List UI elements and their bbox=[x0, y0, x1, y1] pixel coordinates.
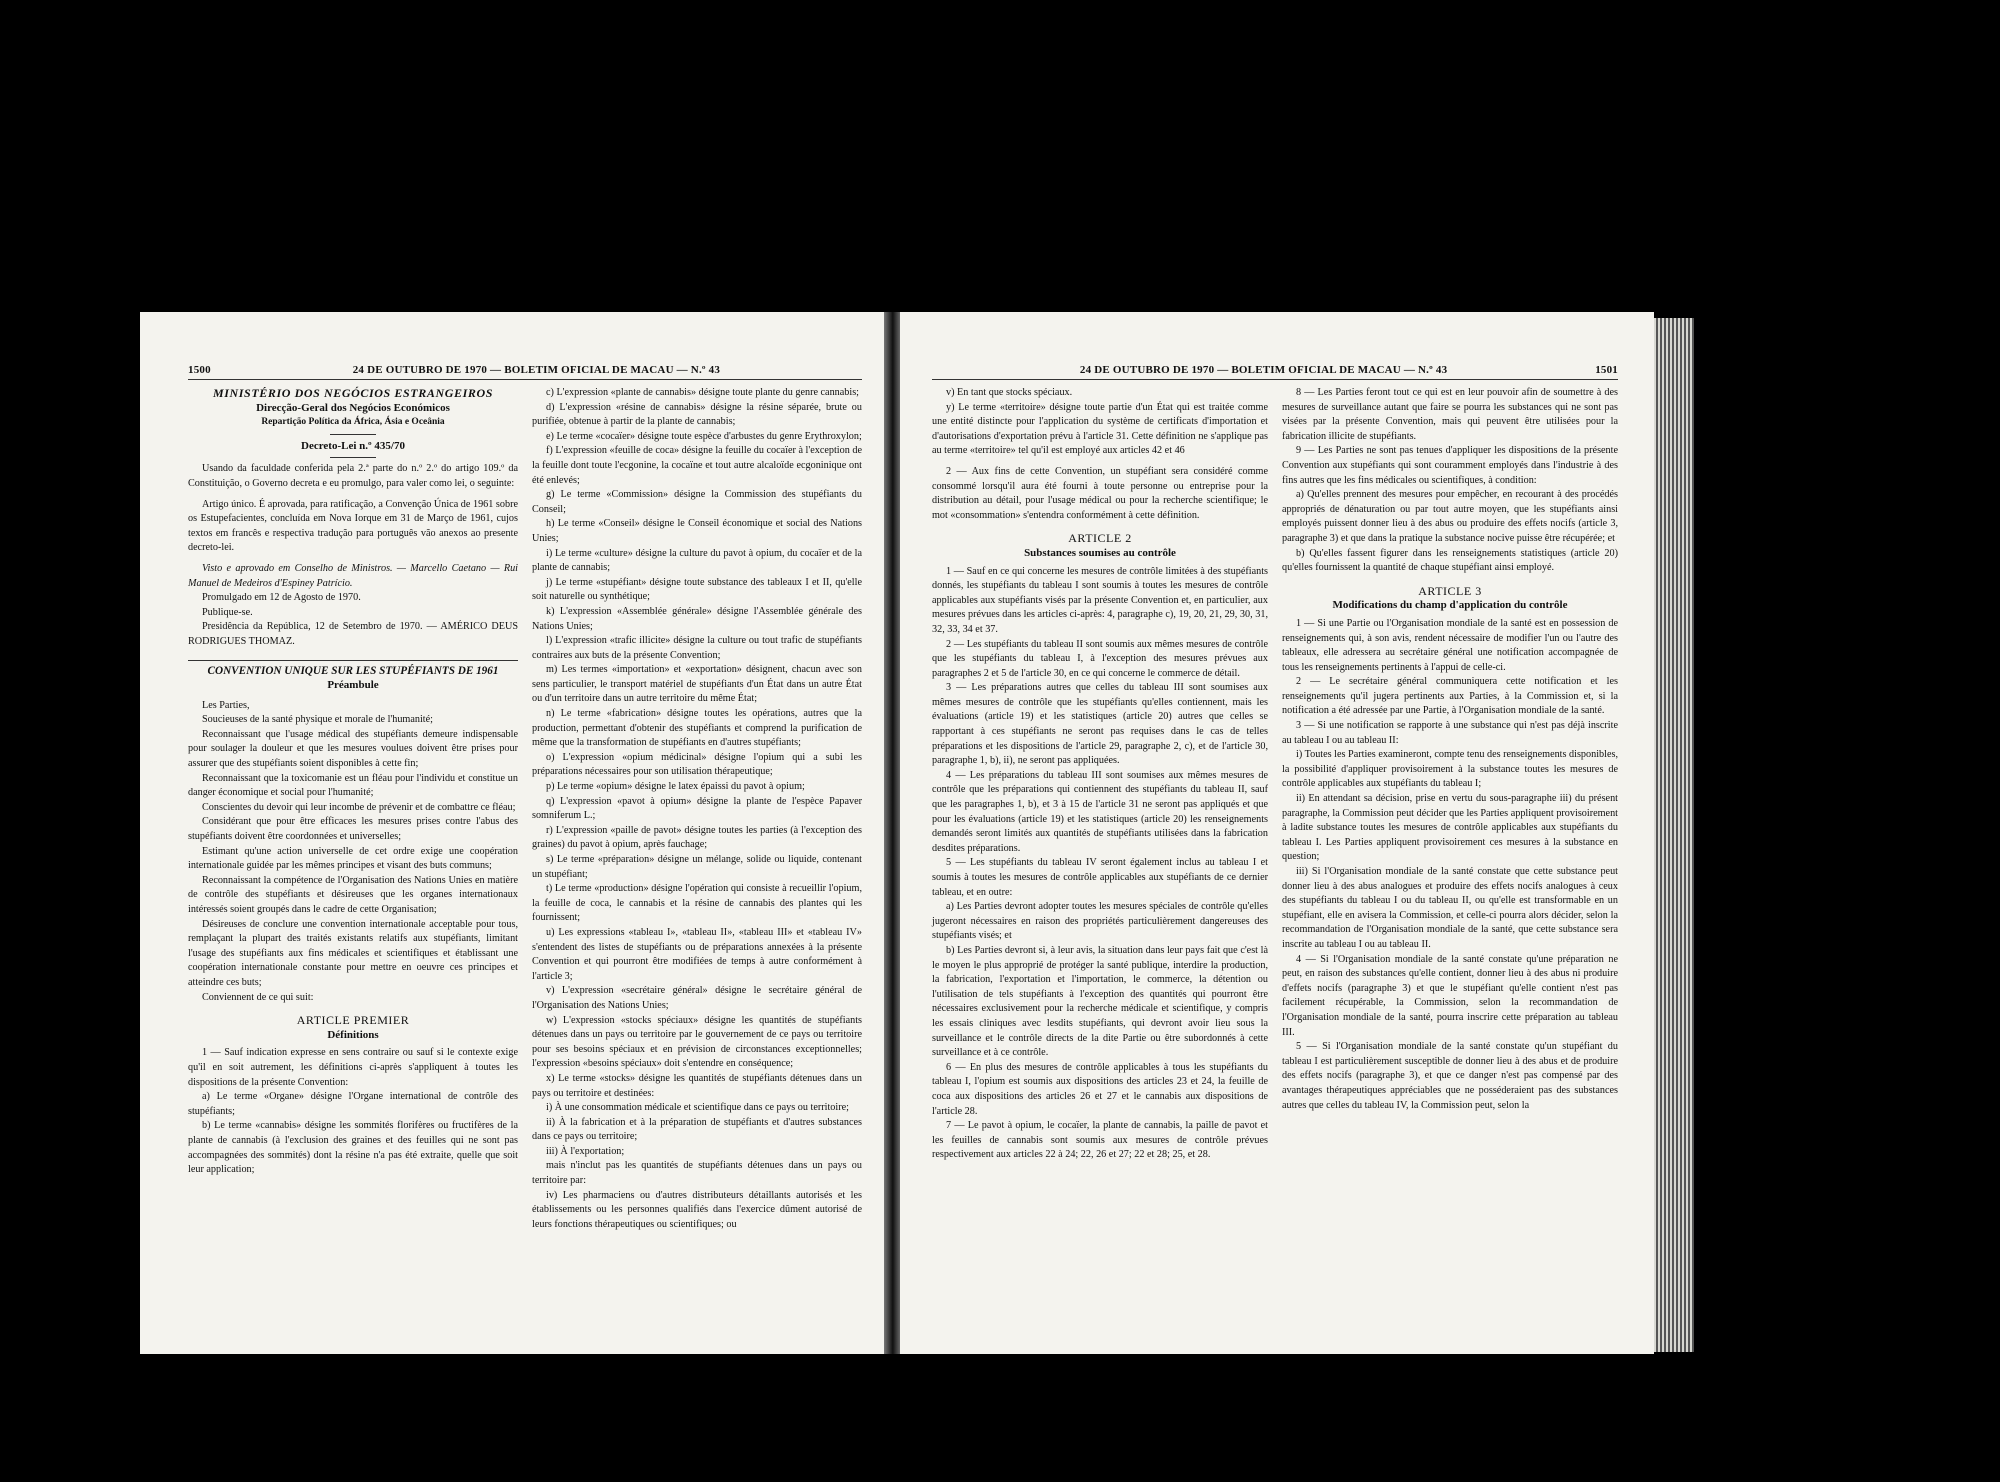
ministry-heading: MINISTÉRIO DOS NEGÓCIOS ESTRANGEIROS bbox=[212, 386, 493, 400]
article-paragraph: 2 — Aux fins de cette Convention, un stupéfiant sera considéré comme consommé lorsqu'il aura été fourni à toute personne ou entreprise pour la distribution au détail, pour l'usage médical ou pour la recherche scientifique; le mot «consommation» s'entendra conformément à cette définition. bbox=[932, 465, 1268, 521]
article-3-subtitle: Modifications du champ d'application du contrôle bbox=[1332, 599, 1568, 612]
definition-item: p) Le terme «opium» désigne le latex épaissi du pavot à opium; bbox=[546, 781, 805, 793]
definition-item: k) L'expression «Assemblée générale» désigne l'Assemblée générale des Nations Unies; bbox=[532, 605, 862, 632]
left-header-title: 24 DE OUTUBRO DE 1970 — BOLETIM OFICIAL DE MACAU — N.º 43 bbox=[352, 364, 721, 376]
article-paragraph: v) En tant que stocks spéciaux. bbox=[946, 387, 1073, 398]
definition-item: iii) À l'exportation; bbox=[546, 1145, 625, 1157]
definition-item: mais n'inclut pas les quantités de stupéfiants détenues dans un pays ou territoire par: bbox=[532, 1160, 862, 1187]
definition-item: r) L'expression «paille de pavot» désigne toutes les parties (à l'exception des graines) du pavot à opium, après fauchage; bbox=[532, 824, 862, 851]
preamble-paragraph: Les Parties, bbox=[202, 699, 250, 711]
definition-item: l) L'expression «trafic illicite» désigne la culture ou tout trafic de stupéfiants contraires aux buts de la présente Convention; bbox=[532, 635, 862, 661]
decree-paragraph: Artigo único. É aprovada, para ratificação, a Convenção Única de 1961 sobre os Estupefacientes, concluída em Nova Iorque em 31 de Março de 1961, cujos textos em francês e respectiva tradução para português vão anexos ao presente decreto-lei. bbox=[188, 498, 518, 554]
definition-item: i) Le terme «culture» désigne la culture du pavot à opium, du cocaïer et de la plante de cannabis; bbox=[532, 547, 862, 574]
definition-item: q) L'expression «pavot à opium» désigne la plante de l'espèce Papaver somniferum L.; bbox=[532, 795, 862, 822]
decree-paragraph: Presidência da República, 12 de Setembro de 1970. — AMÉRICO DEUS RODRIGUES THOMAZ. bbox=[188, 621, 518, 647]
article-paragraph: 4 — Si l'Organisation mondiale de la santé constate qu'une préparation ne peut, en raison des substances qu'elle contient, donner lieu à des abus ni produire d'effets nocifs (paragraphe 3) et que le stupéfiant qu'elle contient n'est pas facilement récupérable, la Commission, selon la recommandation de l'Organisation mondiale de la santé, pourra inscrire cette préparation au tableau III. bbox=[1282, 953, 1618, 1038]
book-gutter bbox=[884, 312, 900, 1354]
article-paragraph: ii) En attendant sa décision, prise en vertu du sous-paragraphe iii) du présent paragraphe, la Commission peut décider que les Parties appliquent provisoirement à ladite substance toutes les mesures de contrôle applicables aux stupéfiants du tableau I. Les Parties appliquent provisoirement ces mesures à la substance en question; bbox=[1282, 793, 1618, 863]
definition-item: t) Le terme «production» désigne l'opération qui consiste à recueillir l'opium, la feuille de coca, le cannabis et la résine de cannabis des plantes qui les fournissent; bbox=[532, 883, 862, 924]
article-2-subtitle: Substances soumises au contrôle bbox=[1024, 546, 1176, 559]
article-3-title: ARTICLE 3 bbox=[1418, 583, 1482, 598]
preamble-paragraph: Reconnaissant que la toxicomanie est un fléau pour l'individu et constitue un danger économique et social pour l'humanité; bbox=[188, 772, 518, 799]
article-paragraph: a) Les Parties devront adopter toutes les mesures spéciales de contrôle qu'elles jugeront nécessaires en raison des propriétés particulièrement dangereuses des stupéfiants visés; et bbox=[932, 901, 1268, 942]
preamble-paragraph: Soucieuses de la santé physique et morale de l'humanité; bbox=[202, 714, 433, 726]
article-paragraph: 3 — Si une notification se rapporte à une substance qui n'est pas déjà inscrite au tableau I ou au tableau II: bbox=[1282, 720, 1618, 746]
definition-item: v) L'expression «secrétaire général» désigne le secrétaire général de l'Organisation des Nations Unies; bbox=[532, 985, 862, 1011]
definition-item: i) À une consommation médicale et scientifique dans ce pays ou territoire; bbox=[546, 1102, 849, 1114]
decree-title: Decreto-Lei n.º 435/70 bbox=[301, 439, 405, 452]
definition-item: j) Le terme «stupéfiant» désigne toute substance des tableaux I et II, qu'elle soit naturelle ou synthétique; bbox=[532, 576, 862, 603]
article-paragraph: 2 — Les stupéfiants du tableau II sont soumis aux mêmes mesures de contrôle que les stupéfiants du tableau I, à l'exception des mesures prévues aux paragraphes 2 et 5 de l'article 30, en ce qui concerne le commerce de détail. bbox=[932, 638, 1268, 679]
definition-item: e) Le terme «cocaïer» désigne toute espèce d'arbustes du genre Erythroxylon; bbox=[546, 430, 862, 442]
article-1-title: ARTICLE PREMIER bbox=[296, 1013, 410, 1028]
definition-item: x) Le terme «stocks» désigne les quantités de stupéfiants détenues dans un pays ou territoire et destinées: bbox=[532, 1072, 862, 1099]
definition-item: m) Les termes «importation» et «exportation» désignent, chacun avec son sens particulier, le transport matériel de stupéfiants d'un État dans un autre État ou d'un territoire dans un autre territoire du même État; bbox=[532, 664, 862, 705]
article-paragraph: 5 — Les stupéfiants du tableau IV seront également inclus au tableau I et soumis à toutes les mesures de contrôle applicables aux stupéfiants de ce dernier tableau, et en outre: bbox=[932, 857, 1268, 898]
left-running-head bbox=[188, 364, 862, 380]
article-paragraph: a) Le terme «Organe» désigne l'Organe international de contrôle des stupéfiants; bbox=[188, 1091, 518, 1117]
right-page bbox=[900, 312, 1654, 1354]
direction-heading: Direcção-Geral dos Negócios Económicos bbox=[256, 401, 450, 414]
article-paragraph: 8 — Les Parties feront tout ce qui est en leur pouvoir afin de soumettre à des mesures de surveillance autant que faire se pourra les substances qui ne sont pas visées par la présente Convention, mais qui peuvent être utilisées pour la fabrication illicite de stupéfiants. bbox=[1282, 387, 1618, 442]
decree-paragraph: Promulgado em 12 de Agosto de 1970. bbox=[202, 592, 361, 604]
right-running-head bbox=[932, 364, 1618, 380]
preamble-title: Préambule bbox=[327, 679, 379, 692]
left-page bbox=[140, 312, 884, 1354]
article-paragraph: 1 — Sauf indication expresse en sens contraire ou sauf si le contexte exige qu'il en soit autrement, les définitions ci-après s'appliquent à toutes les dispositions de la présente Convention: bbox=[188, 1047, 518, 1088]
right-column-1 bbox=[932, 386, 1268, 1163]
definitions-title: Définitions bbox=[327, 1028, 379, 1041]
definition-item: w) L'expression «stocks spéciaux» désigne les quantités de stupéfiants détenues dans un pays ou territoire par le gouvernement de ce pays ou territoire pour ses besoins spéciaux et en prévision de circonstances exceptionnelles; l'expression «besoins spéciaux» doit s'entendre en conséquence; bbox=[532, 1014, 862, 1070]
article-paragraph: 6 — En plus des mesures de contrôle applicables à tous les stupéfiants du tableau I, l'opium est soumis aux dispositions des articles 23 et 24, la feuille de coca aux dispositions des articles 26 et 27 et le cannabis aux dispositions de l'article 28. bbox=[932, 1061, 1268, 1117]
left-page-number: 1500 bbox=[188, 364, 211, 376]
preamble-paragraph: Désireuses de conclure une convention internationale acceptable pour tous, remplaçant la plupart des traités existants relatifs aux stupéfiants, limitant l'usage des stupéfiants aux fins médicales et scientifiques et établissant une coopération internationale constante pour mettre en oeuvre ces principes et atteindre ces buts; bbox=[188, 918, 518, 988]
article-paragraph: b) Qu'elles fassent figurer dans les renseignements statistiques (article 20) qu'elles fournissent la quantité de chaque stupéfiant ainsi employé. bbox=[1282, 547, 1618, 574]
definition-item: f) L'expression «feuille de coca» désigne la feuille du cocaïer à l'exception de la feuille dont toute l'ecgonine, la cocaïne et tout autre alcaloïde ecgoninique ont été enlevés; bbox=[532, 445, 862, 486]
department-heading: Repartição Política da África, Ásia e Oceânia bbox=[261, 417, 445, 428]
preamble-paragraph: Reconnaissant que l'usage médical des stupéfiants demeure indispensable pour soulager la douleur et que les mesures voulues doivent être prises pour assurer que des stupéfiants soient disponibles à cette fin; bbox=[188, 728, 518, 770]
article-paragraph: 4 — Les préparations du tableau III sont soumises aux mêmes mesures de contrôle que les préparations qui contiennent des stupéfiants du tableau II, sauf que les paragraphes 1, b), et 3 à 15 de l'article 31 ne seront pas appliqués et que pour les évaluations (article 19) et les statistiques (article 20) les renseignements demandés seront limités aux quantités de stupéfiants utilisées dans la fabrication desdites préparations. bbox=[932, 769, 1268, 854]
right-page-number: 1501 bbox=[1595, 364, 1618, 376]
definition-item: u) Les expressions «tableau I», «tableau II», «tableau III» et «tableau IV» s'entendent des listes de stupéfiants ou de préparations annexées à la présente Convention et qui pourront être modifiées de temps à autre conformément à l'article 3; bbox=[532, 926, 862, 982]
preamble-paragraph: Conviennent de ce qui suit: bbox=[202, 991, 314, 1003]
page-edges bbox=[1654, 318, 1694, 1352]
article-paragraph: 1 — Sauf en ce qui concerne les mesures de contrôle limitées à des stupéfiants donnés, les stupéfiants du tableau I sont soumis à toutes les mesures de contrôle applicables aux stupéfiants visés par la présente Convention et, en particulier, aux mesures prévues dans les articles ci-après: 4, paragraphe c), 19, 20, 21, 29, 30, 31, 32, 33, 34 et 37. bbox=[932, 565, 1268, 635]
convention-title: CONVENTION UNIQUE SUR LES STUPÉFIANTS DE 1961 bbox=[188, 660, 518, 679]
article-paragraph: 1 — Si une Partie ou l'Organisation mondiale de la santé est en possession de renseignements qui, à son avis, rendent nécessaire de modifier l'un ou l'autre des tableaux, elle adressera au secrétaire général une notification accompagnée de tous les renseignements pertinents à l'appui de celle-ci. bbox=[1282, 617, 1618, 673]
preamble-paragraph: Conscientes du devoir qui leur incombe de prévenir et de combattre ce fléau; bbox=[202, 801, 516, 813]
definition-item: o) L'expression «opium médicinal» désigne l'opium qui a subi les préparations nécessaires pour son utilisation thérapeutique; bbox=[532, 751, 862, 778]
definition-item: h) Le terme «Conseil» désigne le Conseil économique et social des Nations Unies; bbox=[532, 518, 862, 544]
preamble-paragraph: Considérant que pour être efficaces les mesures prises contre l'abus des stupéfiants doivent être coordonnées et universelles; bbox=[188, 816, 518, 843]
decree-paragraph: Publique-se. bbox=[202, 606, 253, 618]
definition-item: g) Le terme «Commission» désigne la Commission des stupéfiants du Conseil; bbox=[532, 489, 862, 515]
decree-paragraph: Usando da faculdade conferida pela 2.ª parte do n.º 2.º do artigo 109.º da Constituição, o Governo decreta e eu promulgo, para valer como lei, o seguinte: bbox=[188, 463, 518, 489]
left-column-2 bbox=[532, 386, 862, 1232]
article-paragraph: 7 — Le pavot à opium, le cocaïer, la plante de cannabis, la paille de pavot et les feuilles de cannabis sont soumis aux mesures de contrôle prévues respectivement aux articles 22 à 24; 22, 26 et 27; 22 et 28; 25, et 28. bbox=[932, 1120, 1268, 1161]
decree-paragraph: Visto e aprovado em Conselho de Ministros. — Marcello Caetano — Rui Manuel de Medeiros d'Espiney Patrício. bbox=[188, 562, 518, 589]
article-paragraph: a) Qu'elles prennent des mesures pour empêcher, en recourant à des procédés appropriés de dénaturation ou par tout autre moyen, que les stupéfiants ainsi employés puissent donner lieu à des abus ou produire des effets nocifs (article 3, paragraphe 3) et que dans la pratique la substance nocive puisse être récupérée; et bbox=[1282, 489, 1618, 544]
definition-item: iv) Les pharmaciens ou d'autres distributeurs détaillants autorisés et les établissements ou les personnes qualifiés dans l'exercice dûment autorisé de leurs fonctions thérapeutiques ou scientifiques; ou bbox=[532, 1189, 862, 1230]
definition-item: d) L'expression «résine de cannabis» désigne la résine séparée, brute ou purifiée, obtenue à partir de la plante de cannabis; bbox=[532, 401, 862, 428]
definition-item: ii) À la fabrication et à la préparation de stupéfiants et d'autres substances dans ce pays ou territoire; bbox=[532, 1116, 862, 1143]
definition-item: c) L'expression «plante de cannabis» désigne toute plante du genre cannabis; bbox=[546, 387, 860, 398]
article-paragraph: b) Les Parties devront si, à leur avis, la situation dans leur pays fait que c'est là le moyen le plus approprié de protéger la santé publique, interdire la production, la fabrication, l'exportation et l'importation, le commerce, la détention ou l'utilisation de tels stupéfiants à l'exception des quantités qui pourront être nécessaires exclusivement pour la recherche médicale et scientifique, y compris les essais cliniques avec lesdits stupéfiants, qui devront avoir lieu sous la surveillance et le contrôle directs de la dite Partie ou être subordonnés à cette surveillance et à ce contrôle. bbox=[932, 944, 1268, 1059]
definition-item: n) Le terme «fabrication» désigne toutes les opérations, autres que la production, permettant d'obtenir des stupéfiants et comprend la purification de même que la transformation de stupéfiants en d'autres stupéfiants; bbox=[532, 708, 862, 749]
article-paragraph: i) Toutes les Parties examineront, compte tenu des renseignements disponibles, la possibilité d'appliquer provisoirement à la substance toutes les mesures de contrôle applicables aux stupéfiants du tableau I; bbox=[1282, 749, 1618, 790]
preamble-paragraph: Reconnaissant la compétence de l'Organisation des Nations Unies en matière de contrôle des stupéfiants et désireuses que les organes internationaux intéressés soient groupés dans le cadre de cette Organisation; bbox=[188, 874, 518, 915]
left-column-1 bbox=[188, 386, 518, 1232]
right-column-2 bbox=[1282, 386, 1618, 1163]
article-paragraph: 3 — Les préparations autres que celles du tableau III sont soumises aux mêmes mesures de contrôle que les stupéfiants qu'elles contiennent, mais les évaluations (article 19) et les statistiques (article 20) autres que celles se rapportant à ces stupéfiants ne seront pas requises dans le cas de telles préparations et les dispositions de l'article 29, paragraphe 2, c), et de l'article 30, paragraphe 1, b), ii), ne seront pas appliquées. bbox=[932, 682, 1268, 767]
right-header-title: 24 DE OUTUBRO DE 1970 — BOLETIM OFICIAL DE MACAU — N.º 43 bbox=[1079, 364, 1448, 376]
definition-item: s) Le terme «préparation» désigne un mélange, solide ou liquide, contenant un stupéfiant; bbox=[532, 854, 862, 880]
preamble-paragraph: Estimant qu'une action universelle de cet ordre exige une coopération internationale guidée par les mêmes principes et visant des buts communs; bbox=[188, 845, 518, 872]
article-paragraph: 2 — Le secrétaire général communiquera cette notification et les renseignements qu'il jugera pertinents aux Parties, à la Commission et, si la notification a été adressée par une Partie, à l'Organisation mondiale de la santé. bbox=[1282, 676, 1618, 717]
article-paragraph: y) Le terme «territoire» désigne toute partie d'un État qui est traitée comme une entité distincte pour l'application du système de certificats d'importation et d'autorisations d'exportation prévu à l'article 31. Cette définition ne s'applique pas au terme «territoire» tel qu'il est employé aux articles 42 et 46 bbox=[932, 401, 1268, 457]
article-paragraph: 5 — Si l'Organisation mondiale de la santé constate qu'un stupéfiant du tableau I est particulièrement susceptible de donner lieu à des abus et de produire des effets nocifs (paragraphe 3), et que ce danger n'est pas compensé par des avantages thérapeutiques appréciables que ne posséderaient pas des substances autres que celles du tableau IV, la Commission peut, selon la bbox=[1282, 1041, 1618, 1111]
article-paragraph: b) Le terme «cannabis» désigne les sommités florifères ou fructifères de la plante de cannabis (à l'exclusion des graines et des feuilles qui ne sont pas accompagnées des sommités) dont la résine n'a pas été extraite, quelle que soit leur application; bbox=[188, 1120, 518, 1176]
article-paragraph: iii) Si l'Organisation mondiale de la santé constate que cette substance peut donner lieu à des abus analogues et produire des effets nocifs analogues à ceux des stupéfiants du tableau I ou du tableau II, ou qu'elle est transformable en un stupéfiant, elle en avisera la Commission, et celle-ci pourra alors décider, selon la recommandation de l'Organisation mondiale de la santé, que cette substance sera inscrite au tableau I ou au tableau II. bbox=[1282, 866, 1618, 950]
article-paragraph: 9 — Les Parties ne sont pas tenues d'appliquer les dispositions de la présente Convention aux stupéfiants qui sont couramment employés dans l'industrie à des fins autres que les fins médicales ou scientifiques, à condition: bbox=[1282, 445, 1618, 486]
article-2-title: ARTICLE 2 bbox=[1068, 531, 1132, 546]
